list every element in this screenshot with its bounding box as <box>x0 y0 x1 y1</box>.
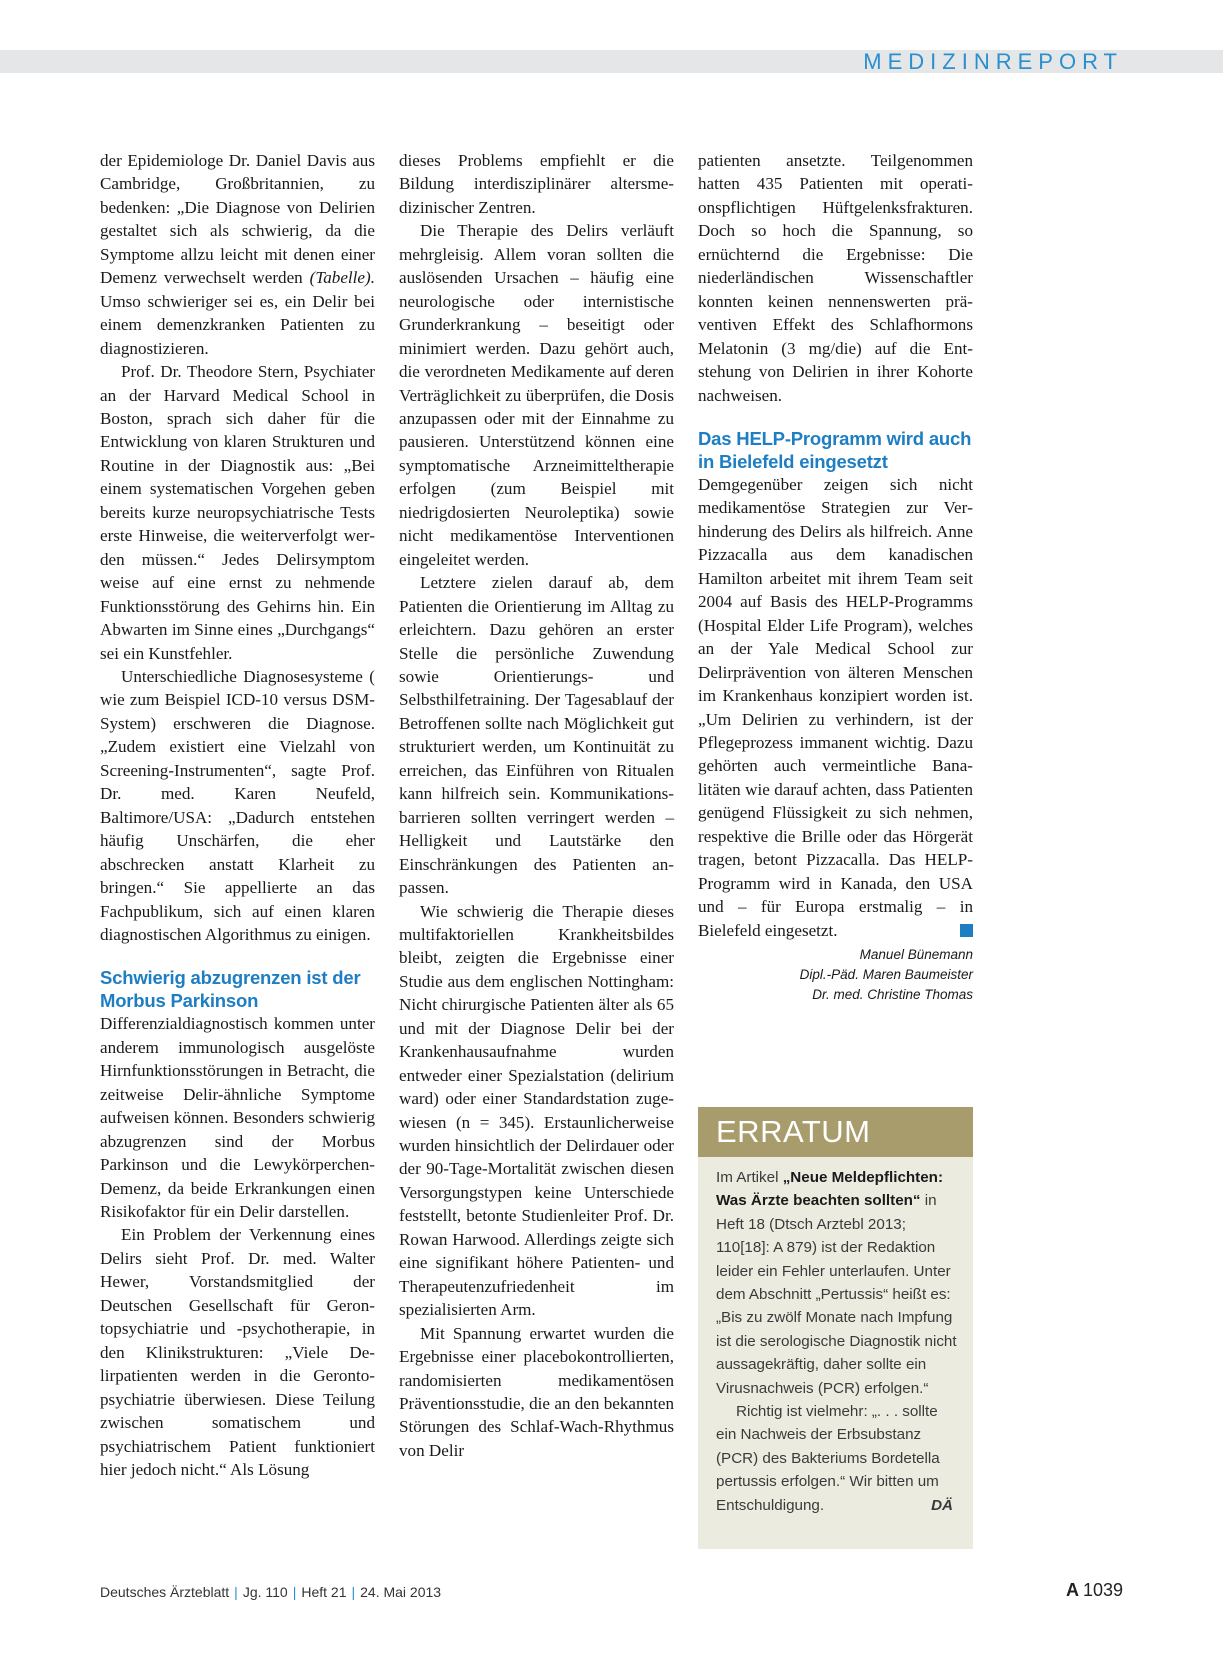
erratum-article-title: „Neue Meldepflichten: Was Ärzte beachten sollten“ <box>716 1169 944 1210</box>
erratum-paragraph <box>716 1400 959 1517</box>
section-label: MEDIZINREPORT <box>863 49 1123 74</box>
table-reference: (Tabelle). <box>309 268 375 288</box>
paragraph <box>698 473 973 942</box>
issue: Heft 21 <box>301 1584 347 1600</box>
author-list <box>698 945 973 1005</box>
end-of-article-square-icon <box>960 924 973 937</box>
paragraph: patienten ansetzte. Teilgenommen hatten 435 Patienten mit operationspflichtigen Hüftgelenksfrakturen. Doch so hoch die Spannung, so ernüchternd die Ergebnisse: Die niederländischen Wissenschaftler konnten keinen nennenswerten präventiven Effekt des Schlafhormons Melatonin (3 mg/die) auf die Entstehung von Delirien in ihrer Kohorte nachweisen. <box>698 151 973 405</box>
column-2 <box>399 149 674 1462</box>
erratum-signature: DÄ <box>931 1496 953 1514</box>
divider: | <box>292 1584 297 1600</box>
author: Manuel Bünemann <box>859 947 973 963</box>
paragraph: Prof. Dr. Theodore Stern, Psychiater an der Harvard Medical School in Boston, sprach sich daher für die Entwicklung von klaren Strukturen und Routine in der Diagnostik aus: „Bei einem systematischen Vorgehen geben bereits kurze neuropsychiatrische Tests erste Hinweise, die weiterverfolgt werden müssen.“ Jedes Delirsymptom weise auf eine ernst zu nehmende Funktionsstörung des Gehirns hin. Ein Abwarten im Sinne eines „Durchgangs“ sei ein Kunstfehler. <box>100 362 375 663</box>
author: Dr. med. Christine Thomas <box>812 987 973 1003</box>
paragraph: Differenzialdiagnostisch kommen unter anderem immunologisch ausgelöste Hirnfunktionsstörungen in Betracht, die zeitweise Delir-ähnliche Symptome aufweisen können. Besonders schwierig abzugrenzen sind der Morbus Parkinson und die Lewykörperchen-Demenz, da beide Erkrankungen einen Risikofaktor für ein Delir darstellen. <box>100 1014 375 1222</box>
paragraph-text: Umso schwieriger sei es, ein Delir bei einem demenzkranken Patienten zu diagnostizieren. <box>100 291 375 358</box>
journal-name: Deutsches Ärzteblatt <box>100 1584 230 1600</box>
paragraph-text: Demgegenüber zeigen sich nicht medikamentöse Strategien zur Verhinderung des Delirs als hilfreich. Anne Pizzacalla aus dem kanadischen Hamilton arbeitet mit ihrem Team seit 2004 auf Basis des HELP-Programms (Hospital Elder Life Program), welches an der Yale Medical School zur Delirprävention von älteren Menschen im Krankenhaus konzipiert worden ist. „Um Delirien zu verhindern, ist der Pflegeprozess immanent wichtig. Dazu gehörten auch vermeintliche Banalitäten wie darauf achten, dass Patienten genügend Flüssigkeit zu sich nehmen, respektive die Brille oder das Hörgerät tragen, betont Pizzacalla. Das HELP-Programm wird in Kanada, den USA und – für Europa erstmalig – in Bielefeld eingesetzt. <box>698 474 973 940</box>
issue-date: 24. Mai 2013 <box>360 1584 442 1600</box>
divider: | <box>351 1584 356 1600</box>
column-3 <box>698 149 973 1005</box>
erratum-intro: Im Artikel <box>716 1169 779 1186</box>
paragraph: Letztere zielen darauf ab, dem Patienten die Orientierung im Alltag zu erleichtern. Dazu gehören an erster Stelle die persönliche Zuwendung sowie Orientierungs- und Selbsthilfetraining. Der Tagesablauf der Betroffenen sollte nach Möglichkeit gut strukturiert werden, um Kontinuität zu erreichen, das Einführen von Ritualen kann hilfreich sein. Kommunikationsbarrieren sollten verringert werden – Helligkeit und Lautstärke den Einschränkungen des Patienten anpassen. <box>399 573 674 898</box>
erratum-text: in Heft 18 (Dtsch Arztebl 2013; 110[18]: A 879) ist der Redaktion leider ein Fehler unterlaufen. Unter dem Abschnitt „Pertussis“ heißt es: „Bis zu zwölf Monate nach Impfung ist die serologische Diagnostik nicht aussagekräftig, daher sollte ein Virusnachweis (PCR) erfolgen.“ <box>716 1192 957 1397</box>
erratum-paragraph <box>716 1166 959 1400</box>
paragraph: dieses Problems empfiehlt er die Bildung interdisziplinärer altersmedizinischer Zentren. <box>399 151 674 217</box>
paragraph-text: der Epidemiologe Dr. Daniel Davis aus Cambridge, Großbritannien, zu bedenken: „Die Diagnose von Delirien gestaltet sich als schwierig, da die Symptome allzu leicht mit denen einer Demenz verwechselt werden <box>100 151 375 288</box>
author: Dipl.-Päd. Maren Baumeister <box>799 967 973 983</box>
page-number <box>1066 1578 1123 1602</box>
erratum-text: Richtig ist vielmehr: „. . . sollte ein Nachweis der Erbsubstanz (PCR) des Bakteriums Bordetella pertussis erfolgen.“ Wir bitten um Entschuldigung. <box>716 1403 940 1514</box>
erratum-box <box>698 1107 973 1549</box>
erratum-body <box>698 1157 973 1517</box>
subheading: Das HELP-Programm wird auch in Bielefeld eingesetzt <box>698 427 972 472</box>
paragraph: Unterschiedliche Diagnosesysteme ( wie zum Beispiel ICD-10 versus DSM-System) erschweren die Diagnose. „Zudem existiert eine Vielzahl von Screening-Instrumenten“, sagte Prof. Dr. med. Karen Neufeld, Baltimore/USA: „Dadurch entstehen häufig Unschärfen, die eher abschrecken anstatt Klarheit zu bringen.“ Sie appellierte an das Fachpublikum, sich auf einen klaren diagnostischen Algorithmus zu einigen. <box>100 666 375 944</box>
page-number-value: 1039 <box>1082 1580 1123 1600</box>
paragraph <box>100 149 375 360</box>
paragraph: Ein Problem der Verkennung eines Delirs sieht Prof. Dr. med. Walter Hewer, Vorstandsmitglied der Deutschen Gesellschaft für Gerontopsychiatrie und -psychotherapie, in den Klinikstrukturen: „Viele Delirpatienten werden in die Gerontopsychiatrie überwiesen. Diese Teilung zwischen somatischem und psychiatrischem Patient funktioniert hier jedoch nicht.“ Als Lösung <box>100 1225 375 1480</box>
column-1 <box>100 149 375 1481</box>
volume: Jg. 110 <box>242 1584 288 1600</box>
divider: | <box>234 1584 238 1600</box>
erratum-title: ERRATUM <box>698 1107 973 1157</box>
paragraph: Mit Spannung erwartet wurden die Ergebnisse einer placebokontrollierten, randomisierten medikamentösen Präventionsstudie, die an den bekannten Störungen des Schlaf-Wach-Rhythmus von Delir <box>399 1323 674 1460</box>
page-prefix: A <box>1065 1580 1079 1600</box>
subheading: Schwierig abzugrenzen ist der Morbus Parkinson <box>100 967 361 1012</box>
paragraph: Wie schwierig die Therapie dieses multifaktoriellen Krankheitsbildes bleibt, zeigten die Ergebnisse einer Studie aus dem englischen Nottingham: Nicht chirurgische Patienten älter als 65 und mit der Diagnose Delir bei der Krankenhausaufnahme wurden entweder einer Spezialstation (delirium ward) oder einer Standardstation zugewiesen (n = 345). Erstaunlicherweise wurden hinsichtlich der Delirdauer oder der 90-Tage-Mortalität zwischen diesen Versorgungstypen keine Unterschiede feststellt, betonte Studienleiter Prof. Dr. Rowan Harwood. Allerdings zeigte sich eine signifikant höhere Patienten- und Therapeutenzufriedenheit im spezialisierten Arm. <box>399 901 674 1320</box>
footer-citation <box>100 1582 441 1602</box>
paragraph: Die Therapie des Delirs verläuft mehrgleisig. Allem voran sollten die auslösenden Ursachen – häufig eine neurologische oder internistische Grunderkrankung – beseitigt oder minimiert werden. Dazu gehört auch, die verordneten Medikamente auf deren Verträglichkeit zu überprüfen, die Dosis anzupassen oder mit der Einnahme zu pausieren. Unterstützend können eine symptomatische Arzneimitteltherapie erfolgen (zum Beispiel mit niedrigdosierten Neuroleptika) sowie nicht medikamentöse Interventionen eingeleitet werden. <box>399 221 674 569</box>
